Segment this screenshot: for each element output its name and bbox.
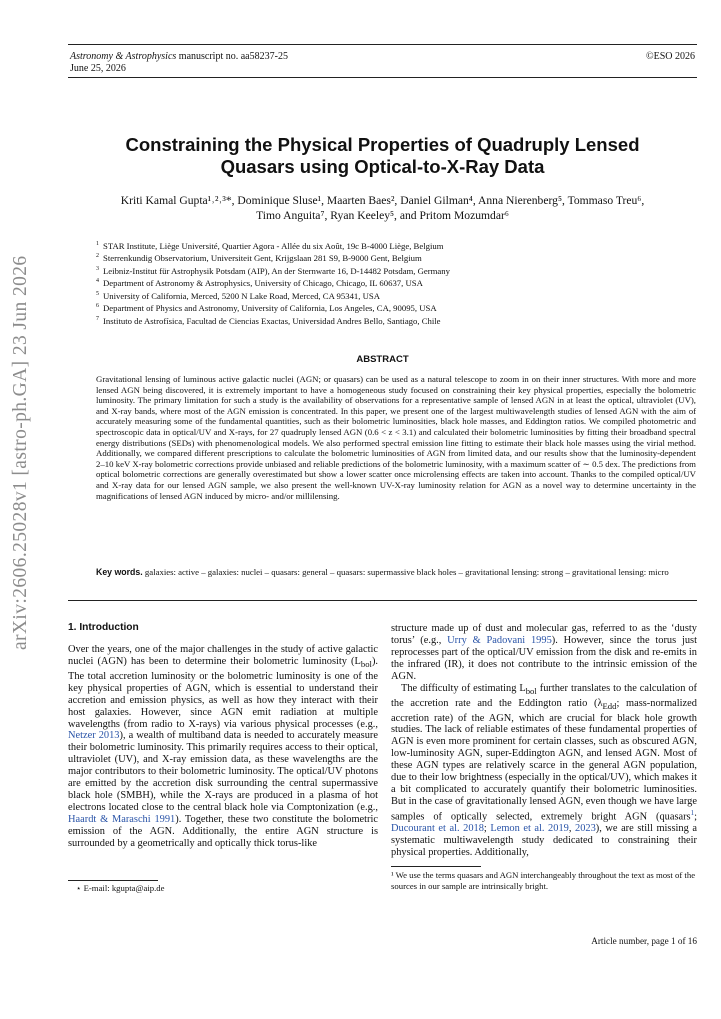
- title-line-2: Quasars using Optical-to-X-Ray Data: [220, 156, 545, 177]
- affiliation: $^4$ Department of Astronomy & Astrophysics, University of Chicago, Chicago, IL 60637, USA: [96, 278, 423, 289]
- manuscript-number: manuscript no. aa58237-25: [176, 51, 288, 62]
- footnote-terms: ¹ We use the terms quasars and AGN interchangeably throughout the text as most of the sources in our sample are intrinsically bright.: [391, 870, 696, 891]
- citation-link[interactable]: 2023: [575, 823, 596, 835]
- header-copyright: ©ESO 2026: [646, 51, 695, 62]
- section-heading: 1. Introduction: [68, 622, 139, 633]
- paragraph: Over the years, one of the major challenges in the study of active galactic nuclei (AGN) has been to determine their bolometric luminosity $(L_{bol})$. The total accretion luminosity or the bolometric luminosity is one of the key physical properties of AGN, which is essential to understand their accretion and emission physics, as well as how they interact with their host galaxies. However, since AGN emit radiation at multiple wavelengths (from radio to X-rays) via various physical processes (e.g., Netzer 2013), a wealth of multiband data is needed to accurately measure their bolometric luminosity. This primarily requires access to their optical, ultraviolet (UV), and X-ray emission data, as these wavelengths are the major contributors to their bolometric luminosity. The optical/UV photons are emitted by the accretion disk surrounding the central supermassive black hole (SMBH), while the X-rays are produced in a plasma of hot electrons located close to the central black hole via Comptonization (e.g., Haardt & Maraschi 1991). Together, these two constitute the bolometric emission of the AGN. Additionally, the entire AGN structure is surrounded by a geometrically and optically thick torus-like: [68, 644, 378, 849]
- keywords: [96, 567, 696, 578]
- authors-line-2: Timo Anguita⁷, Ryan Keeley⁵, and Pritom Mozumdar⁶: [256, 209, 509, 222]
- citation-link[interactable]: Ducourant et al. 2018: [391, 823, 484, 835]
- footnote-email: ⋆ E-mail: kgupta@aip.de: [76, 883, 165, 893]
- page-number: Article number, page 1 of 16: [591, 936, 697, 946]
- divider: [68, 600, 697, 601]
- left-column: [68, 644, 378, 849]
- footnote-rule: [391, 866, 481, 867]
- running-header: [68, 44, 697, 78]
- affiliation: $^1$ STAR Institute, Liège Université, Quartier Agora - Allée du six Août, 19c B-4000 Liège, Belgium: [96, 240, 444, 251]
- paper-title: [68, 134, 697, 178]
- citation-link[interactable]: Urry & Padovani 1995: [447, 634, 552, 646]
- citation-link[interactable]: Haardt & Maraschi 1991: [68, 813, 176, 825]
- keywords-label: Key words.: [96, 567, 143, 577]
- author-list: [68, 193, 697, 223]
- title-line-1: Constraining the Physical Properties of Quadruply Lensed: [125, 134, 640, 155]
- footnote-rule: [68, 880, 158, 881]
- authors-line-1: Kriti Kamal Gupta¹˒²˒³*, Dominique Sluse¹, Maarten Baes², Daniel Gilman⁴, Anna Nierenberg⁵, Tommaso Treu⁶,: [120, 194, 645, 207]
- keywords-text: galaxies: active – galaxies: nuclei – quasars: general – quasars: supermassive black holes – gravitational lensing: strong – gravitational lensing: micro: [144, 567, 669, 577]
- citation-link[interactable]: Netzer 2013: [68, 730, 120, 742]
- abstract-text: Gravitational lensing of luminous active galactic nuclei (AGN; or quasars) can be used as a natural telescope to zoom in on their inner structures. With more and more lensed AGN being discovered, it is extremely important to have a homogeneous study focused on constraining their key physical properties, especially the bolometric luminosity. The primary limitation for such a study is the availability of observations for a representative sample of lensed AGN in at least the optical, ultraviolet (UV), and X-ray bands, where most of the AGN emission is concentrated. In this paper, we present one of the largest multiwavelength studies of lensed AGN with the aim of accurately measuring some of the fundamental quantities, such as their bolometric luminosities, black hole masses, and Eddington ratios. We compiled photometric and spectroscopic data in optical/UV and X-rays, for 27 quadruply lensed AGN (0.6 < z < 3.1) and calculated their bolometric luminosities by fitting their broadband spectral energy distributions (SEDs) with phenomenological models. We also performed spectral emission line fitting to estimate their black hole masses using the virial method. Additionally, we compared different prescriptions to calculate the bolometric luminosities of AGN from limited data, and our results show that the luminosity-dependent 2–10 keV X-ray bolometric corrections provide unbiased and reliable predictions of the bolometric luminosity, with a maximum scatter of ∼ 0.5 dex. The predictions from optical bolometric corrections are generally overestimated but show a lower scatter once microlensing effects are taken into account. Thanks to the compiled optical/UV and X-ray data for our lensed AGN sample, we also present the well-known UV-X-ray luminosity relation for AGN as a novel way to determine uncertainty in the magnifications of lensed AGN induced by micro- and/or millilensing.: [96, 374, 696, 501]
- header-left: [70, 51, 288, 75]
- footnote-mark[interactable]: 1: [690, 808, 695, 817]
- paragraph: The difficulty of estimating $L_{bol}$ further translates to the calculation of the accretion rate and the Eddington ratio ($\lambda_{Edd}$; mass-normalized accretion rate) of the AGN, which are crucial for black hole growth studies. The lack of reliable estimates of these fundamental properties of AGN is even more prominent for certain classes, such as obscured AGN, low-luminosity AGN, super-Eddington AGN, and lensed AGN. Most of these AGN types are relatively scarce in the general AGN population, due to their low brightness (especially in the optical/UV), which makes it a bit complicated to accurately quantify their bolometric luminosities. But in the case of gravitationally lensed AGN, even though we have large samples of optically selected, extremely bright AGN (quasars$^1$; Ducourant et al. 2018; Lemon et al. 2019, 2023), we are still missing a systematic multiwavelength study dedicated to constraining their physical properties. Additionally,: [391, 682, 697, 858]
- paragraph: structure made up of dust and molecular gas, referred to as the ‘dusty torus’ (e.g., Urry & Padovani 1995). However, since the torus just reprocesses part of the optical/UV emission from the disk and re-emits in the infrared (IR), it does not contribute to the intrinsic emission of the AGN.: [391, 623, 697, 682]
- journal-name: Astronomy & Astrophysics: [70, 51, 177, 62]
- affiliation: $^3$ Leibniz-Institut für Astrophysik Potsdam (AIP), An der Sternwarte 16, D-14482 Potsdam, Germany: [96, 265, 450, 276]
- affiliations: [96, 239, 696, 326]
- abstract-heading: ABSTRACT: [356, 354, 409, 365]
- arxiv-stamp: arXiv:2606.25028v1 [astro-ph.GA] 23 Jun 2026: [10, 255, 31, 650]
- affiliation: $^2$ Sterrenkundig Observatorium, Universiteit Gent, Krijgslaan 281 S9, B-9000 Gent, Belgium: [96, 253, 422, 264]
- affiliation: $^7$ Instituto de Astrofísica, Facultad de Ciencias Exactas, Universidad Andres Bello, Santiago, Chile: [96, 315, 441, 326]
- citation-link[interactable]: Lemon et al. 2019: [490, 823, 569, 835]
- header-date: June 25, 2026: [70, 63, 126, 74]
- affiliation: $^5$ University of California, Merced, 5200 N Lake Road, Merced, CA 95341, USA: [96, 290, 380, 301]
- affiliation: $^6$ Department of Physics and Astronomy, University of California, Los Angeles, CA, 90095, USA: [96, 303, 437, 314]
- right-column: [391, 623, 697, 859]
